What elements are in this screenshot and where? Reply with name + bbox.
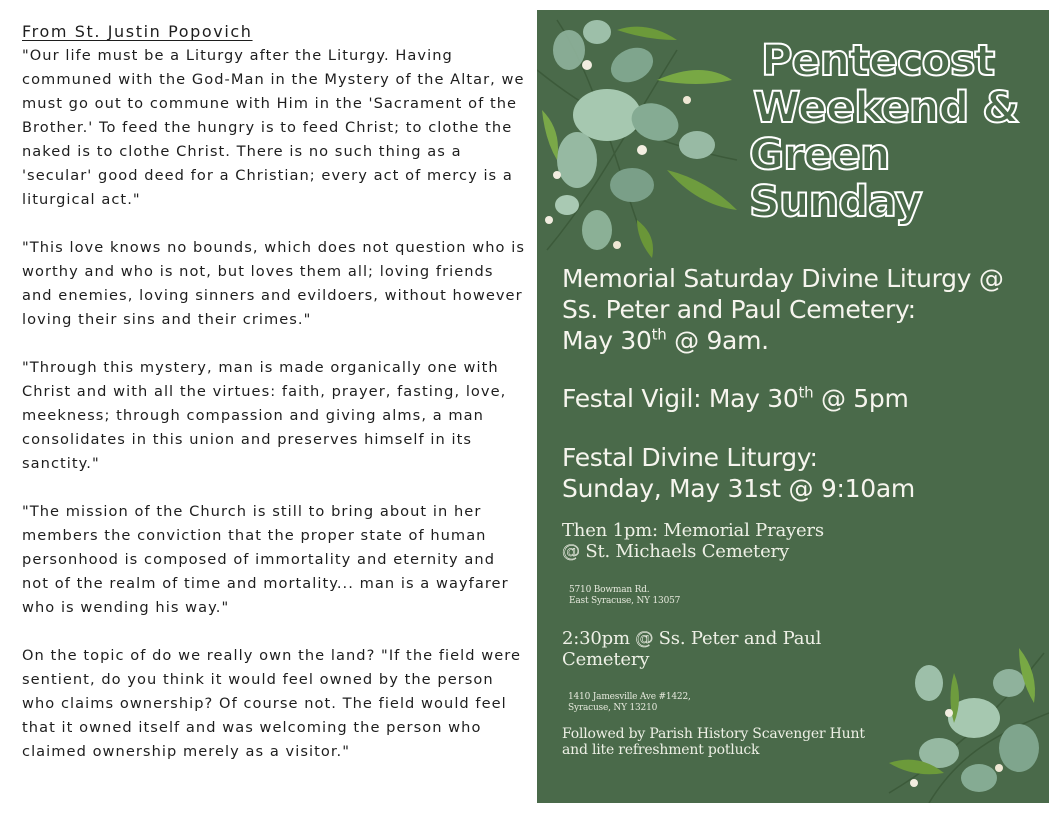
eucalyptus-leaves-icon xyxy=(537,10,752,260)
quote-paragraph-3: "Through this mystery, man is made organically one with Christ and with all the virtues: faith, prayer, fasting, love, meekness; through compassion and giving alms, a man consolidates in this union and preserves himself in its sanctity." xyxy=(22,359,507,472)
memorial-line-1: Memorial Saturday Divine Liturgy @ xyxy=(562,264,1004,293)
memorial-liturgy xyxy=(562,263,1004,356)
prayers-line-2: @ St. Michaels Cemetery xyxy=(562,541,789,562)
title-line-3: Green xyxy=(749,130,890,180)
cemetery-line-2: Cemetery xyxy=(562,649,650,670)
address-st-michaels: 5710 Bowman Rd. East Syracuse, NY 13057 xyxy=(569,585,681,606)
memorial-prayers xyxy=(562,520,824,562)
cemetery-event xyxy=(562,628,821,670)
pentecost-flyer xyxy=(537,10,1049,803)
quote-paragraph-5: On the topic of do we really own the land? "If the field were sentient, do you think it would feel owned by the person who claims ownership? Of course not. The field would feel that it owned itself and was welcoming the person who claimed ownership merely as a visitor." xyxy=(22,647,522,760)
memorial-line-3: May 30th @ 9am. xyxy=(562,325,769,355)
address-ss-peter-paul: 1410 Jamesville Ave #1422, Syracuse, NY 13210 xyxy=(568,692,691,713)
quote-paragraph-1: "Our life must be a Liturgy after the Liturgy. Having communed with the God-Man in the Mystery of the Altar, we must go out to commune with Him in the 'Sacrament of the Brother.' To feed the hungry is to feed Christ; to clothe the naked is to clothe Christ. There is no such thing as a 'secular' good deed for a Christian; every act of mercy is a liturgical act." xyxy=(22,47,525,208)
cemetery-line-1: 2:30pm @ Ss. Peter and Paul xyxy=(562,628,822,649)
festal-divine-liturgy xyxy=(562,442,915,504)
title-line-1: Pentecost xyxy=(761,36,995,86)
title-line-4: Sunday xyxy=(749,177,922,227)
quote-paragraph-2: "This love knows no bounds, which does not question who is worthy and who is not, but loves them all; loving friends and enemies, loving sinners and evildoers, without however loving their sins and their crimes." xyxy=(22,239,525,328)
flyer-title xyxy=(749,38,1049,226)
prayers-line-1: Then 1pm: Memorial Prayers xyxy=(562,520,824,541)
liturgy-line-2: Sunday, May 31st @ 9:10am xyxy=(562,474,915,503)
eucalyptus-leaves-bottom-icon xyxy=(869,643,1049,803)
title-line-2: Weekend & xyxy=(753,83,1019,133)
quote-paragraph-4: "The mission of the Church is still to bring about in her members the conviction that the proper state of human personhood is composed of immortality and eternity and not of the realm of time and mortality... man is a wayfarer who is wending his way." xyxy=(22,503,509,616)
quote-column xyxy=(22,20,527,764)
quote-heading: From St. Justin Popovich xyxy=(22,22,253,41)
flyer-footer: Followed by Parish History Scavenger Hunt and lite refreshment potluck xyxy=(562,726,865,758)
memorial-line-2: Ss. Peter and Paul Cemetery: xyxy=(562,295,916,324)
liturgy-line-1: Festal Divine Liturgy: xyxy=(562,443,818,472)
festal-vigil: Festal Vigil: May 30th @ 5pm xyxy=(562,383,909,413)
